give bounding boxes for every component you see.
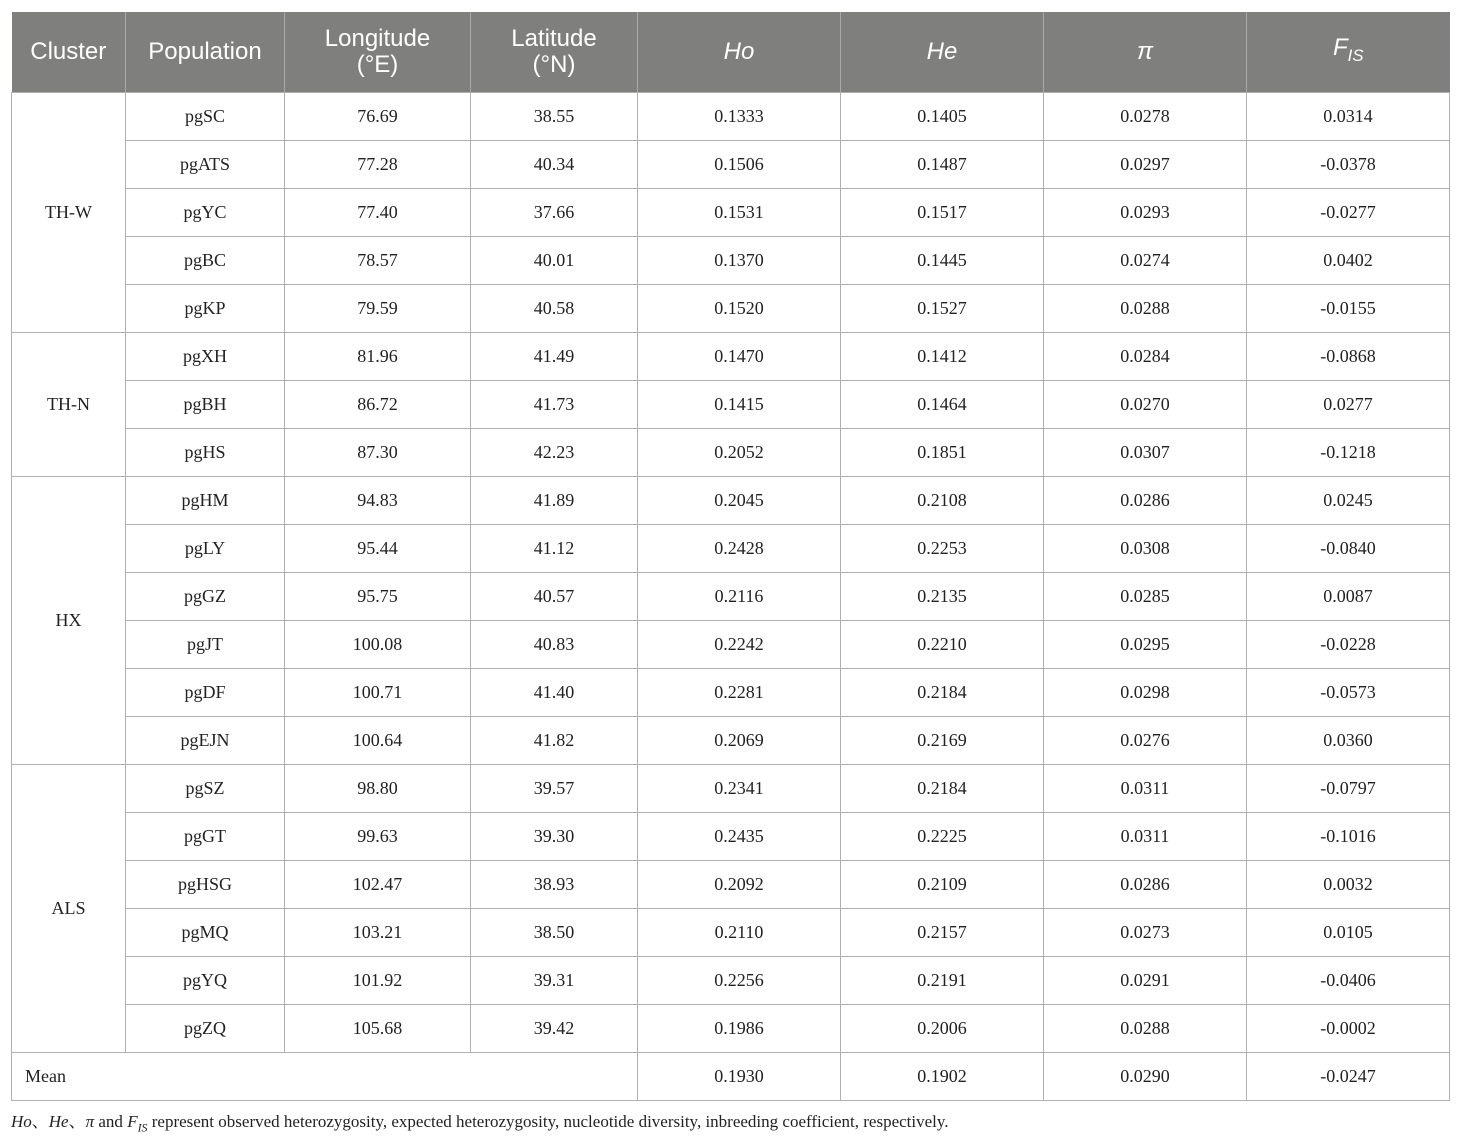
fis-cell: -0.0228	[1247, 621, 1450, 669]
he-cell: 0.1464	[841, 381, 1044, 429]
fis-cell: -0.1218	[1247, 429, 1450, 477]
mean-fis-cell: -0.0247	[1247, 1053, 1450, 1101]
population-cell: pgKP	[126, 285, 285, 333]
table-row	[12, 621, 1450, 669]
fis-cell: -0.0378	[1247, 141, 1450, 189]
header-latitude	[471, 12, 638, 93]
population-cell: pgGT	[126, 813, 285, 861]
he-cell: 0.1851	[841, 429, 1044, 477]
population-cell: pgMQ	[126, 909, 285, 957]
ho-cell: 0.1333	[638, 93, 841, 141]
fis-cell: 0.0105	[1247, 909, 1450, 957]
longitude-cell: 99.63	[285, 813, 471, 861]
table-row	[12, 141, 1450, 189]
table-row	[12, 861, 1450, 909]
population-cell: pgHSG	[126, 861, 285, 909]
ho-cell: 0.2092	[638, 861, 841, 909]
latitude-cell: 41.12	[471, 525, 638, 573]
ho-cell: 0.1506	[638, 141, 841, 189]
fis-cell: 0.0314	[1247, 93, 1450, 141]
footnote-text: represent observed heterozygosity, expected heterozygosity, nucleotide diversity, inbreeding coefficient, respectively.	[147, 1112, 949, 1131]
ho-cell: 0.1520	[638, 285, 841, 333]
population-cell: pgBC	[126, 237, 285, 285]
fis-cell: -0.1016	[1247, 813, 1450, 861]
pi-cell: 0.0298	[1044, 669, 1247, 717]
ho-cell: 0.2110	[638, 909, 841, 957]
header-fis-main: F	[1332, 34, 1348, 62]
pi-cell: 0.0311	[1044, 813, 1247, 861]
longitude-cell: 100.71	[285, 669, 471, 717]
footnote-he: He	[48, 1112, 69, 1131]
pi-cell: 0.0284	[1044, 333, 1247, 381]
ho-cell: 0.2428	[638, 525, 841, 573]
he-cell: 0.1445	[841, 237, 1044, 285]
table-row	[12, 189, 1450, 237]
latitude-cell: 40.58	[471, 285, 638, 333]
ho-cell: 0.1531	[638, 189, 841, 237]
fis-cell: 0.0032	[1247, 861, 1450, 909]
longitude-cell: 79.59	[285, 285, 471, 333]
ho-cell: 0.1986	[638, 1005, 841, 1053]
table-row	[12, 717, 1450, 765]
fis-cell: -0.0406	[1247, 957, 1450, 1005]
latitude-cell: 41.89	[471, 477, 638, 525]
latitude-cell: 40.01	[471, 237, 638, 285]
footnote-sep1: 、	[31, 1112, 49, 1131]
table-row	[12, 765, 1450, 813]
ho-cell: 0.1370	[638, 237, 841, 285]
he-cell: 0.2109	[841, 861, 1044, 909]
table-row	[12, 333, 1450, 381]
pi-cell: 0.0308	[1044, 525, 1247, 573]
header-pi: π	[1044, 12, 1247, 93]
footnote-fis-main: F	[127, 1112, 138, 1131]
mean-pi-cell: 0.0290	[1044, 1053, 1247, 1101]
ho-cell: 0.2116	[638, 573, 841, 621]
longitude-cell: 105.68	[285, 1005, 471, 1053]
pi-cell: 0.0273	[1044, 909, 1247, 957]
ho-cell: 0.2069	[638, 717, 841, 765]
longitude-cell: 95.75	[285, 573, 471, 621]
longitude-cell: 100.08	[285, 621, 471, 669]
header-latitude-unit: (°N)	[532, 51, 576, 78]
header-he: He	[841, 12, 1044, 93]
pi-cell: 0.0276	[1044, 717, 1247, 765]
header-longitude-unit: (°E)	[356, 51, 399, 78]
longitude-cell: 95.44	[285, 525, 471, 573]
he-cell: 0.1527	[841, 285, 1044, 333]
fis-cell: -0.0573	[1247, 669, 1450, 717]
cluster-cell: TH-N	[12, 333, 126, 477]
table-row	[12, 909, 1450, 957]
footnote-fis-sub: IS	[137, 1120, 148, 1135]
population-cell: pgZQ	[126, 1005, 285, 1053]
mean-label: Mean	[12, 1053, 638, 1101]
population-cell: pgYQ	[126, 957, 285, 1005]
longitude-cell: 86.72	[285, 381, 471, 429]
header-row	[12, 12, 1450, 93]
population-cell: pgYC	[126, 189, 285, 237]
longitude-cell: 102.47	[285, 861, 471, 909]
he-cell: 0.2225	[841, 813, 1044, 861]
latitude-cell: 40.34	[471, 141, 638, 189]
longitude-cell: 76.69	[285, 93, 471, 141]
population-cell: pgXH	[126, 333, 285, 381]
he-cell: 0.1405	[841, 93, 1044, 141]
longitude-cell: 101.92	[285, 957, 471, 1005]
pi-cell: 0.0307	[1044, 429, 1247, 477]
mean-row	[12, 1053, 1450, 1101]
population-cell: pgSZ	[126, 765, 285, 813]
population-cell: pgATS	[126, 141, 285, 189]
header-longitude-label: Longitude	[324, 25, 431, 52]
cluster-cell: HX	[12, 477, 126, 765]
longitude-cell: 94.83	[285, 477, 471, 525]
pi-cell: 0.0274	[1044, 237, 1247, 285]
mean-ho-cell: 0.1930	[638, 1053, 841, 1101]
pi-cell: 0.0288	[1044, 1005, 1247, 1053]
population-cell: pgDF	[126, 669, 285, 717]
ho-cell: 0.1470	[638, 333, 841, 381]
ho-cell: 0.2435	[638, 813, 841, 861]
ho-cell: 0.2256	[638, 957, 841, 1005]
table-row	[12, 1005, 1450, 1053]
ho-cell: 0.2281	[638, 669, 841, 717]
table-row	[12, 381, 1450, 429]
he-cell: 0.2135	[841, 573, 1044, 621]
table-row	[12, 93, 1450, 141]
fis-cell: -0.0797	[1247, 765, 1450, 813]
pi-cell: 0.0291	[1044, 957, 1247, 1005]
population-cell: pgHS	[126, 429, 285, 477]
header-ho: Ho	[638, 12, 841, 93]
ho-cell: 0.2045	[638, 477, 841, 525]
fis-cell: -0.0868	[1247, 333, 1450, 381]
latitude-cell: 38.55	[471, 93, 638, 141]
latitude-cell: 38.50	[471, 909, 638, 957]
he-cell: 0.2184	[841, 669, 1044, 717]
pi-cell: 0.0286	[1044, 861, 1247, 909]
he-cell: 0.2108	[841, 477, 1044, 525]
longitude-cell: 100.64	[285, 717, 471, 765]
mean-he-cell: 0.1902	[841, 1053, 1044, 1101]
footnote-sep2: 、	[68, 1112, 86, 1131]
latitude-cell: 41.49	[471, 333, 638, 381]
diversity-table	[11, 12, 1450, 1101]
latitude-cell: 40.83	[471, 621, 638, 669]
table-row	[12, 813, 1450, 861]
footnote-ho: Ho	[11, 1112, 32, 1131]
fis-cell: 0.0360	[1247, 717, 1450, 765]
ho-cell: 0.2052	[638, 429, 841, 477]
fis-cell: -0.0155	[1247, 285, 1450, 333]
population-cell: pgEJN	[126, 717, 285, 765]
latitude-cell: 37.66	[471, 189, 638, 237]
latitude-cell: 41.82	[471, 717, 638, 765]
table-body	[12, 93, 1450, 1101]
pi-cell: 0.0270	[1044, 381, 1247, 429]
he-cell: 0.1487	[841, 141, 1044, 189]
pi-cell: 0.0295	[1044, 621, 1247, 669]
header-cluster: Cluster	[12, 12, 126, 93]
pi-cell: 0.0278	[1044, 93, 1247, 141]
table-row	[12, 957, 1450, 1005]
latitude-cell: 39.57	[471, 765, 638, 813]
latitude-cell: 38.93	[471, 861, 638, 909]
longitude-cell: 77.28	[285, 141, 471, 189]
header-fis	[1247, 12, 1450, 93]
pi-cell: 0.0293	[1044, 189, 1247, 237]
header-longitude	[285, 12, 471, 93]
he-cell: 0.2184	[841, 765, 1044, 813]
table-row	[12, 237, 1450, 285]
cluster-cell: ALS	[12, 765, 126, 1053]
he-cell: 0.2169	[841, 717, 1044, 765]
footnote-and: and	[94, 1112, 128, 1131]
he-cell: 0.2253	[841, 525, 1044, 573]
population-cell: pgJT	[126, 621, 285, 669]
table-row	[12, 573, 1450, 621]
cluster-cell: TH-W	[12, 93, 126, 333]
longitude-cell: 78.57	[285, 237, 471, 285]
latitude-cell: 39.30	[471, 813, 638, 861]
latitude-cell: 41.40	[471, 669, 638, 717]
he-cell: 0.2210	[841, 621, 1044, 669]
latitude-cell: 39.31	[471, 957, 638, 1005]
fis-cell: 0.0087	[1247, 573, 1450, 621]
fis-cell: 0.0402	[1247, 237, 1450, 285]
longitude-cell: 81.96	[285, 333, 471, 381]
pi-cell: 0.0285	[1044, 573, 1247, 621]
he-cell: 0.1412	[841, 333, 1044, 381]
table-row	[12, 429, 1450, 477]
longitude-cell: 87.30	[285, 429, 471, 477]
population-cell: pgSC	[126, 93, 285, 141]
pi-cell: 0.0288	[1044, 285, 1247, 333]
table-row	[12, 525, 1450, 573]
population-cell: pgGZ	[126, 573, 285, 621]
longitude-cell: 103.21	[285, 909, 471, 957]
population-cell: pgBH	[126, 381, 285, 429]
fis-cell: -0.0277	[1247, 189, 1450, 237]
pi-cell: 0.0286	[1044, 477, 1247, 525]
latitude-cell: 41.73	[471, 381, 638, 429]
fis-cell: -0.0840	[1247, 525, 1450, 573]
he-cell: 0.2191	[841, 957, 1044, 1005]
he-cell: 0.2157	[841, 909, 1044, 957]
table-row	[12, 669, 1450, 717]
latitude-cell: 42.23	[471, 429, 638, 477]
ho-cell: 0.2341	[638, 765, 841, 813]
header-fis-sub: IS	[1347, 45, 1364, 65]
longitude-cell: 77.40	[285, 189, 471, 237]
fis-cell: 0.0277	[1247, 381, 1450, 429]
table-footnote	[11, 1107, 949, 1135]
latitude-cell: 40.57	[471, 573, 638, 621]
ho-cell: 0.2242	[638, 621, 841, 669]
he-cell: 0.1517	[841, 189, 1044, 237]
population-cell: pgLY	[126, 525, 285, 573]
header-population: Population	[126, 12, 285, 93]
pi-cell: 0.0311	[1044, 765, 1247, 813]
table-row	[12, 285, 1450, 333]
fis-cell: -0.0002	[1247, 1005, 1450, 1053]
table-row	[12, 477, 1450, 525]
he-cell: 0.2006	[841, 1005, 1044, 1053]
header-latitude-label: Latitude	[511, 25, 597, 52]
fis-cell: 0.0245	[1247, 477, 1450, 525]
footnote-pi: π	[85, 1112, 95, 1131]
latitude-cell: 39.42	[471, 1005, 638, 1053]
population-cell: pgHM	[126, 477, 285, 525]
longitude-cell: 98.80	[285, 765, 471, 813]
pi-cell: 0.0297	[1044, 141, 1247, 189]
ho-cell: 0.1415	[638, 381, 841, 429]
